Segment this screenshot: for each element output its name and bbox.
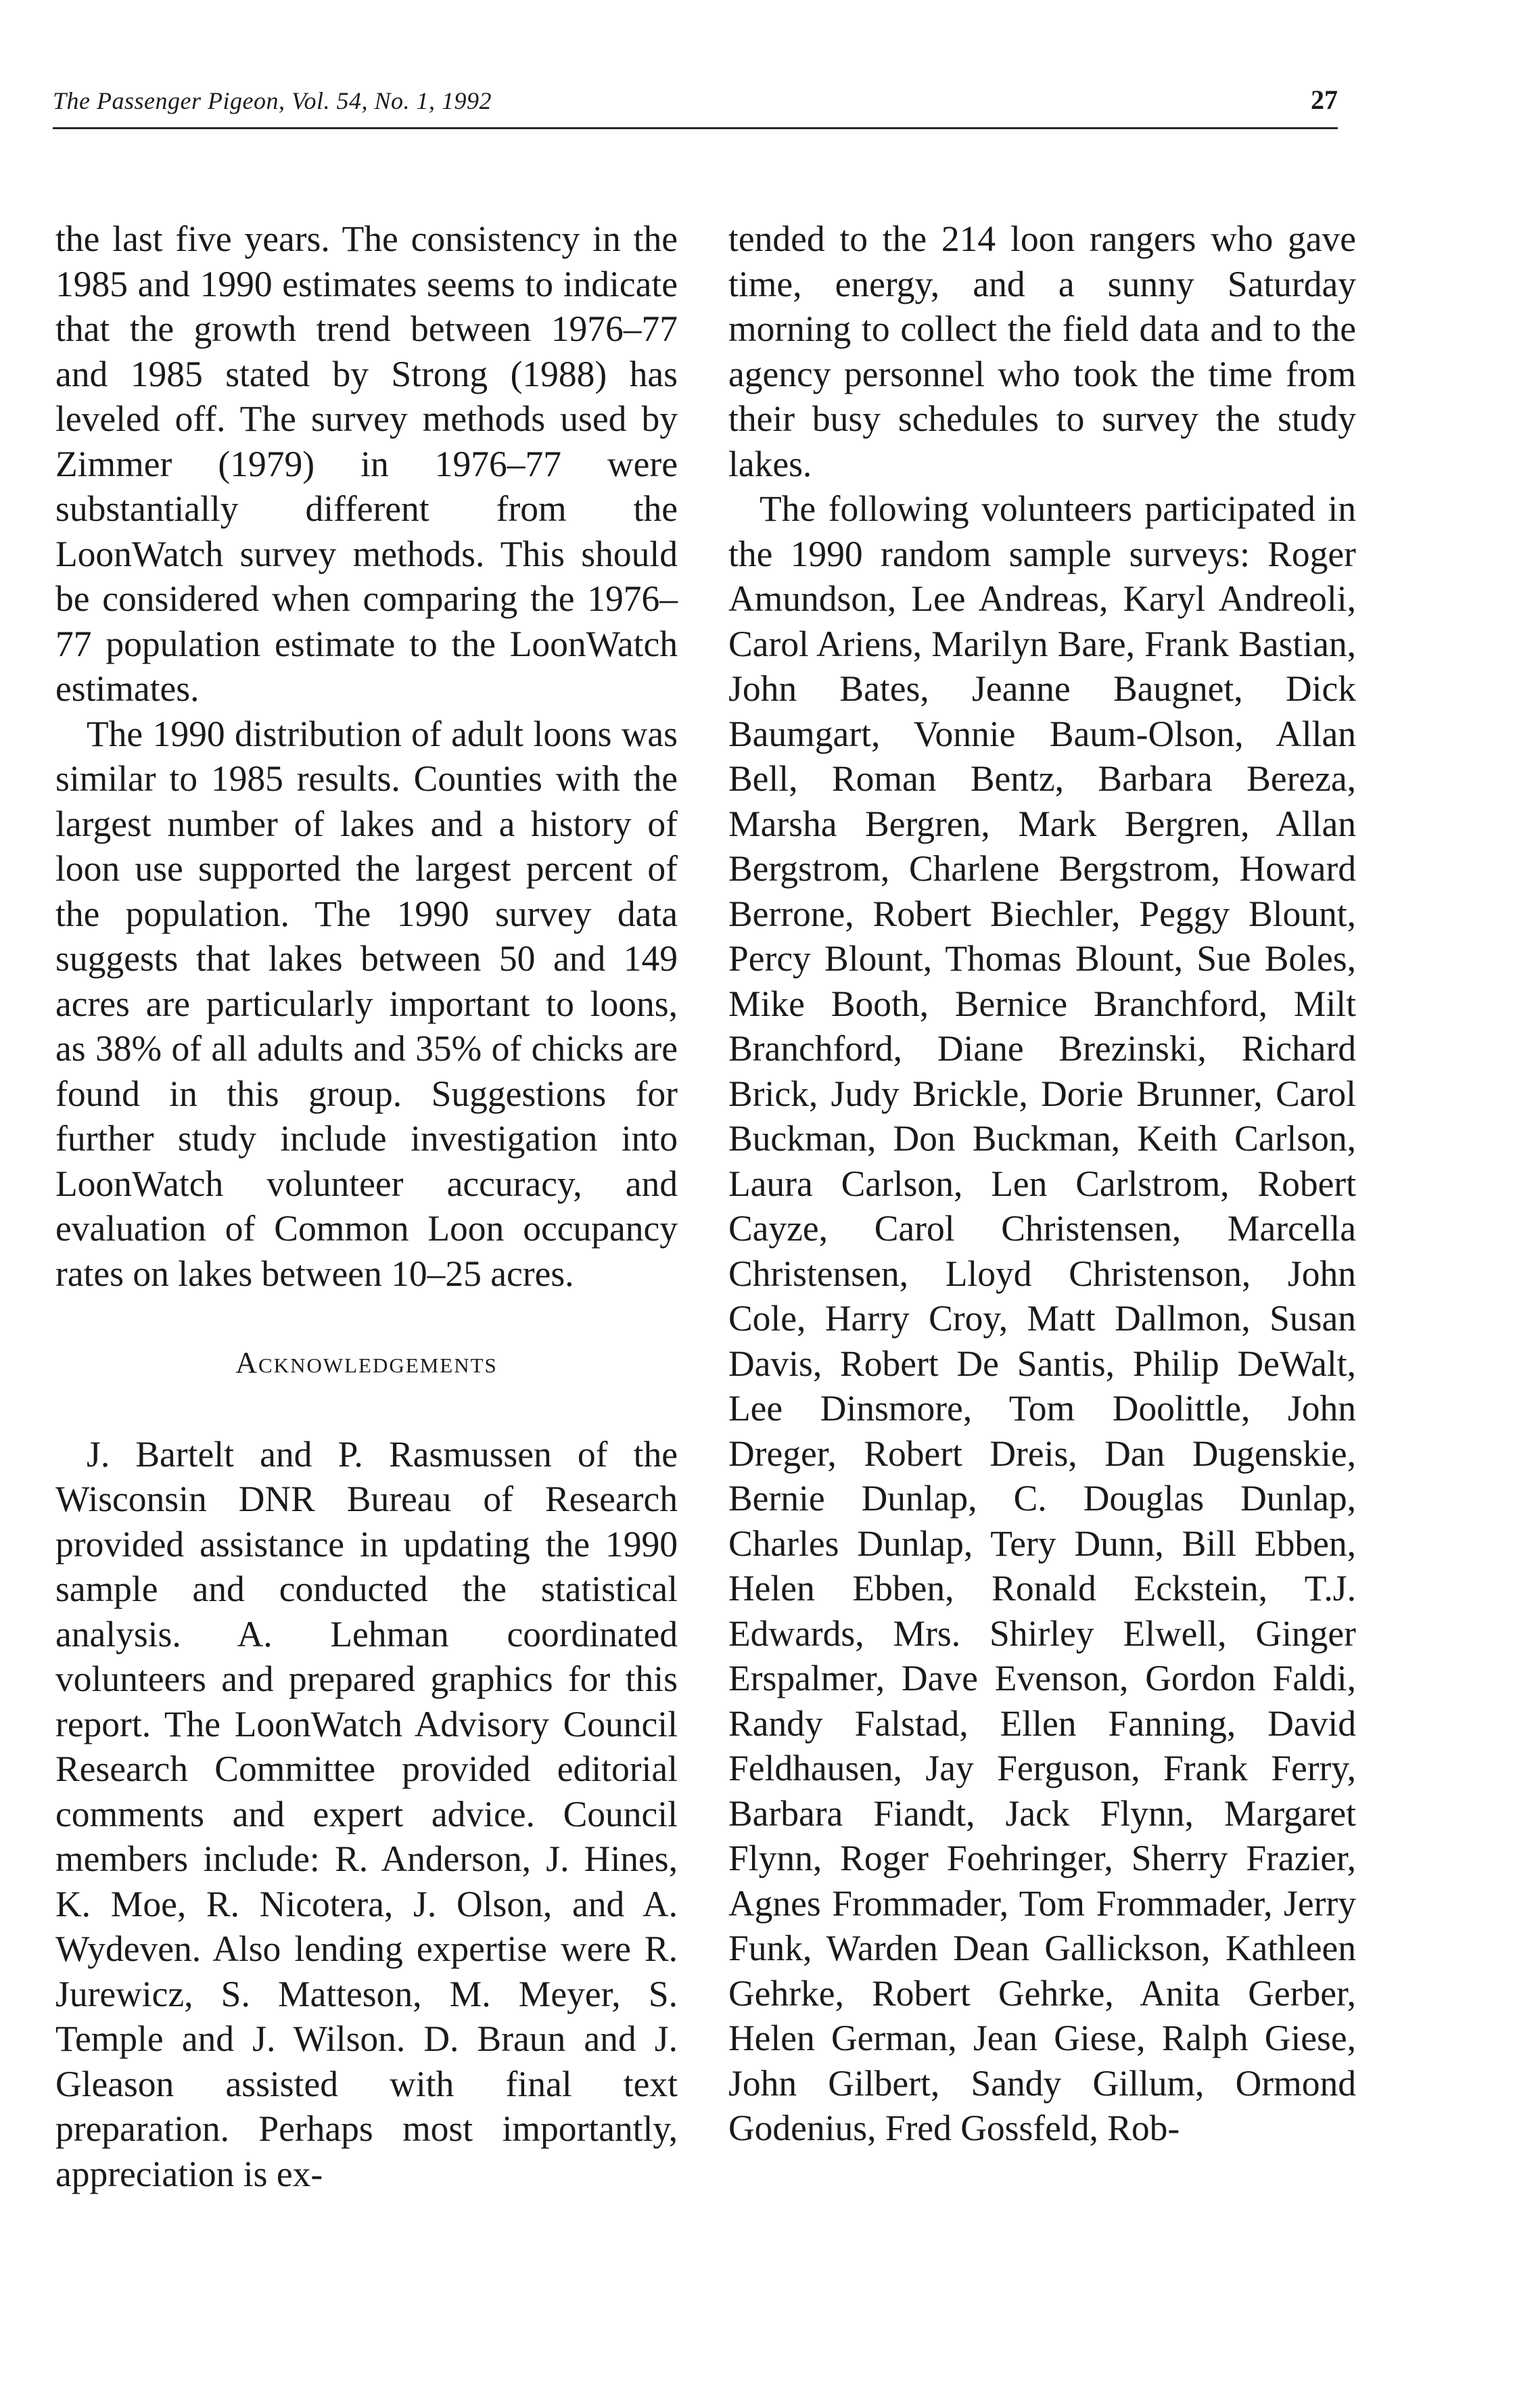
- left-column: [55, 216, 678, 2196]
- paragraph-distribution: The 1990 distribution of adult loons was similar to 1985 results. Counties with the largest number of lakes and a history of loon use supported the largest percent of the population. The 1990 survey data suggests that lakes between 50 and 149 acres are particularly important to loons, as 38% of all adults and 35% of chicks are found in this group. Suggestions for further study include investigation into LoonWatch volunteer accuracy, and evaluation of Common Loon occupancy rates on lakes between 10–25 acres.: [55, 713, 678, 1294]
- right-column: [728, 216, 1356, 2151]
- running-header: [53, 80, 1338, 129]
- paragraph-continuation: the last five years. The consistency in the 1985 and 1990 estimates seems to indicate that the growth trend between 1976–77 and 1985 stated by Strong (1988) has leveled off. The survey methods used by Zimmer (1979) in 1976–77 were substantially different from the LoonWatch survey methods. This should be considered when comparing the 1976–77 population estimate to the LoonWatch estimates.: [55, 218, 678, 709]
- paragraph-acknowledgements: J. Bartelt and P. Rasmussen of the Wisconsin DNR Bureau of Research provided assistance in updating the 1990 sample and conducted the statistical analysis. A. Lehman coordinated volunteers and prepared graphics for this report. The LoonWatch Advisory Council Research Committee provided editorial comments and expert advice. Council members include: R. Anderson, J. Hines, K. Moe, R. Nicotera, J. Olson, and A. Wydeven. Also lending expertise were R. Jurewicz, S. Matteson, M. Meyer, S. Temple and J. Wilson. D. Braun and J. Gleason assisted with final text preparation. Perhaps most importantly, appreciation is ex-: [55, 1433, 678, 2194]
- paragraph-volunteers: The following volunteers participated in the 1990 random sample surveys: Roger Amundson, Lee Andreas, Karyl Andreoli, Carol Ariens, Marilyn Bare, Frank Bastian, John Bates, Jeanne Baugnet, Dick Baumgart, Vonnie Baum-Olson, Allan Bell, Roman Bentz, Barbara Bereza, Marsha Bergren, Mark Bergren, Allan Bergstrom, Charlene Bergstrom, Howard Berrone, Robert Biechler, Peggy Blount, Percy Blount, Thomas Blount, Sue Boles, Mike Booth, Bernice Branchford, Milt Branchford, Diane Brezinski, Richard Brick, Judy Brickle, Dorie Brunner, Carol Buckman, Don Buckman, Keith Carlson, Laura Carlson, Len Carlstrom, Robert Cayze, Carol Christensen, Marcella Christensen, Lloyd Christenson, John Cole, Harry Croy, Matt Dallmon, Susan Davis, Robert De Santis, Philip DeWalt, Lee Dinsmore, Tom Doolittle, John Dreger, Robert Dreis, Dan Dugenskie, Bernie Dunlap, C. Douglas Dunlap, Charles Dunlap, Tery Dunn, Bill Ebben, Helen Ebben, Ronald Eckstein, T.J. Edwards, Mrs. Shirley Elwell, Ginger Erspalmer, Dave Evenson, Gordon Faldi, Randy Falstad, Ellen Fanning, David Feldhausen, Jay Ferguson, Frank Ferry, Barbara Fiandt, Jack Flynn, Margaret Flynn, Roger Foehringer, Sherry Frazier, Agnes Frommader, Tom Frommader, Jerry Funk, Warden Dean Gallickson, Kathleen Gehrke, Robert Gehrke, Anita Gerber, Helen German, Jean Giese, Ralph Giese, John Gilbert, Sandy Gillum, Ormond Godenius, Fred Gossfeld, Rob-: [728, 488, 1356, 2148]
- page-number: 27: [1311, 85, 1338, 115]
- acknowledgements-heading: Acknowledgements: [235, 1346, 498, 1379]
- journal-title: The Passenger Pigeon, Vol. 54, No. 1, 1992: [53, 87, 492, 114]
- paragraph-loon-rangers: tended to the 214 loon rangers who gave time, energy, and a sunny Saturday morning to collect the field data and to the agency personnel who took the time from their busy schedules to survey the study lakes.: [728, 218, 1356, 484]
